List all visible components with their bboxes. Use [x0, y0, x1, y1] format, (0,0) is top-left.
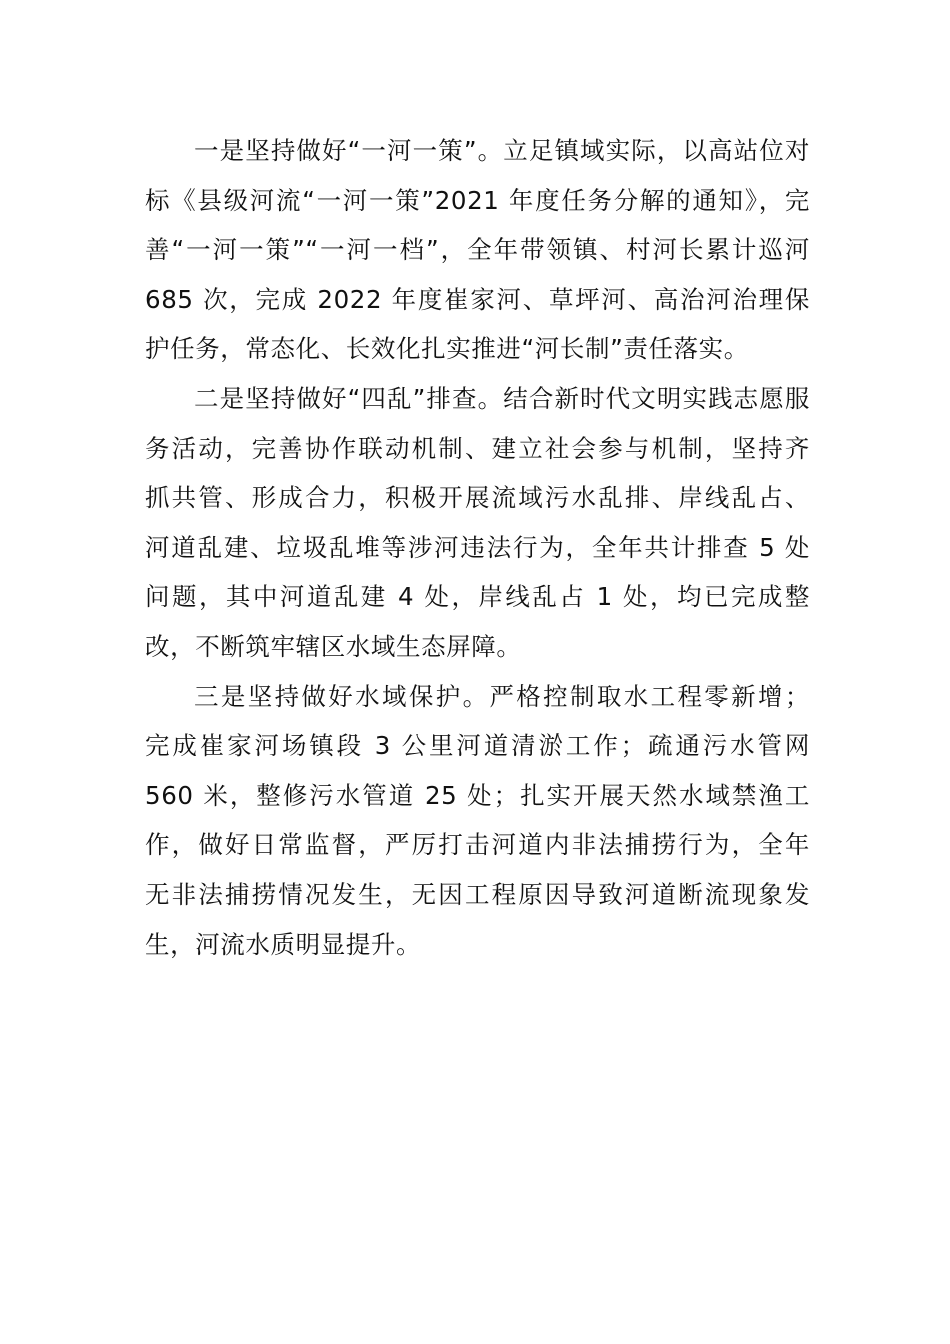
- paragraph-water-protection: [145, 672, 810, 970]
- text-line: 作，做好日常监督，严厉打击河道内非法捕捞行为，全年: [145, 830, 810, 860]
- document-body: [145, 126, 810, 969]
- text-line: 一是坚持做好“一河一策”。立足镇域实际，以高站位对: [194, 136, 810, 165]
- text-line: 二是坚持做好“四乱”排查。结合新时代文明实践志愿服: [194, 383, 810, 413]
- text-line: 完成崔家河场镇段 3 公里河道清淤工作；疏通污水管网: [145, 731, 810, 761]
- text-line: 560 米，整修污水管道 25 处；扎实开展天然水域禁渔工: [145, 780, 810, 810]
- text-line: 善“一河一策”“一河一档”，全年带领镇、村河长累计巡河: [145, 235, 810, 265]
- paragraph-four-chaos-inspection: [145, 374, 810, 672]
- text-line: 685 次，完成 2022 年度崔家河、草坪河、高治河治理保: [145, 284, 810, 314]
- text-line: 抓共管、形成合力，积极开展流域污水乱排、岸线乱占、: [145, 483, 810, 513]
- text-line: 护任务，常态化、长效化扎实推进“河长制”责任落实。: [145, 334, 749, 364]
- text-line: 生，河流水质明显提升。: [145, 929, 422, 959]
- text-line: 标《县级河流“一河一策”2021 年度任务分解的通知》，完: [145, 185, 810, 215]
- text-line: 问题，其中河道乱建 4 处，岸线乱占 1 处，均已完成整: [145, 582, 810, 612]
- text-line: 无非法捕捞情况发生，无因工程原因导致河道断流现象发: [145, 879, 810, 909]
- paragraph-river-policy: [145, 126, 810, 374]
- text-line: 务活动，完善协作联动机制、建立社会参与机制，坚持齐: [145, 433, 810, 463]
- text-line: 三是坚持做好水域保护。严格控制取水工程零新增；: [194, 681, 810, 711]
- text-line: 改，不断筑牢辖区水域生态屏障。: [145, 631, 522, 661]
- text-line: 河道乱建、垃圾乱堆等涉河违法行为，全年共计排查 5 处: [145, 532, 810, 562]
